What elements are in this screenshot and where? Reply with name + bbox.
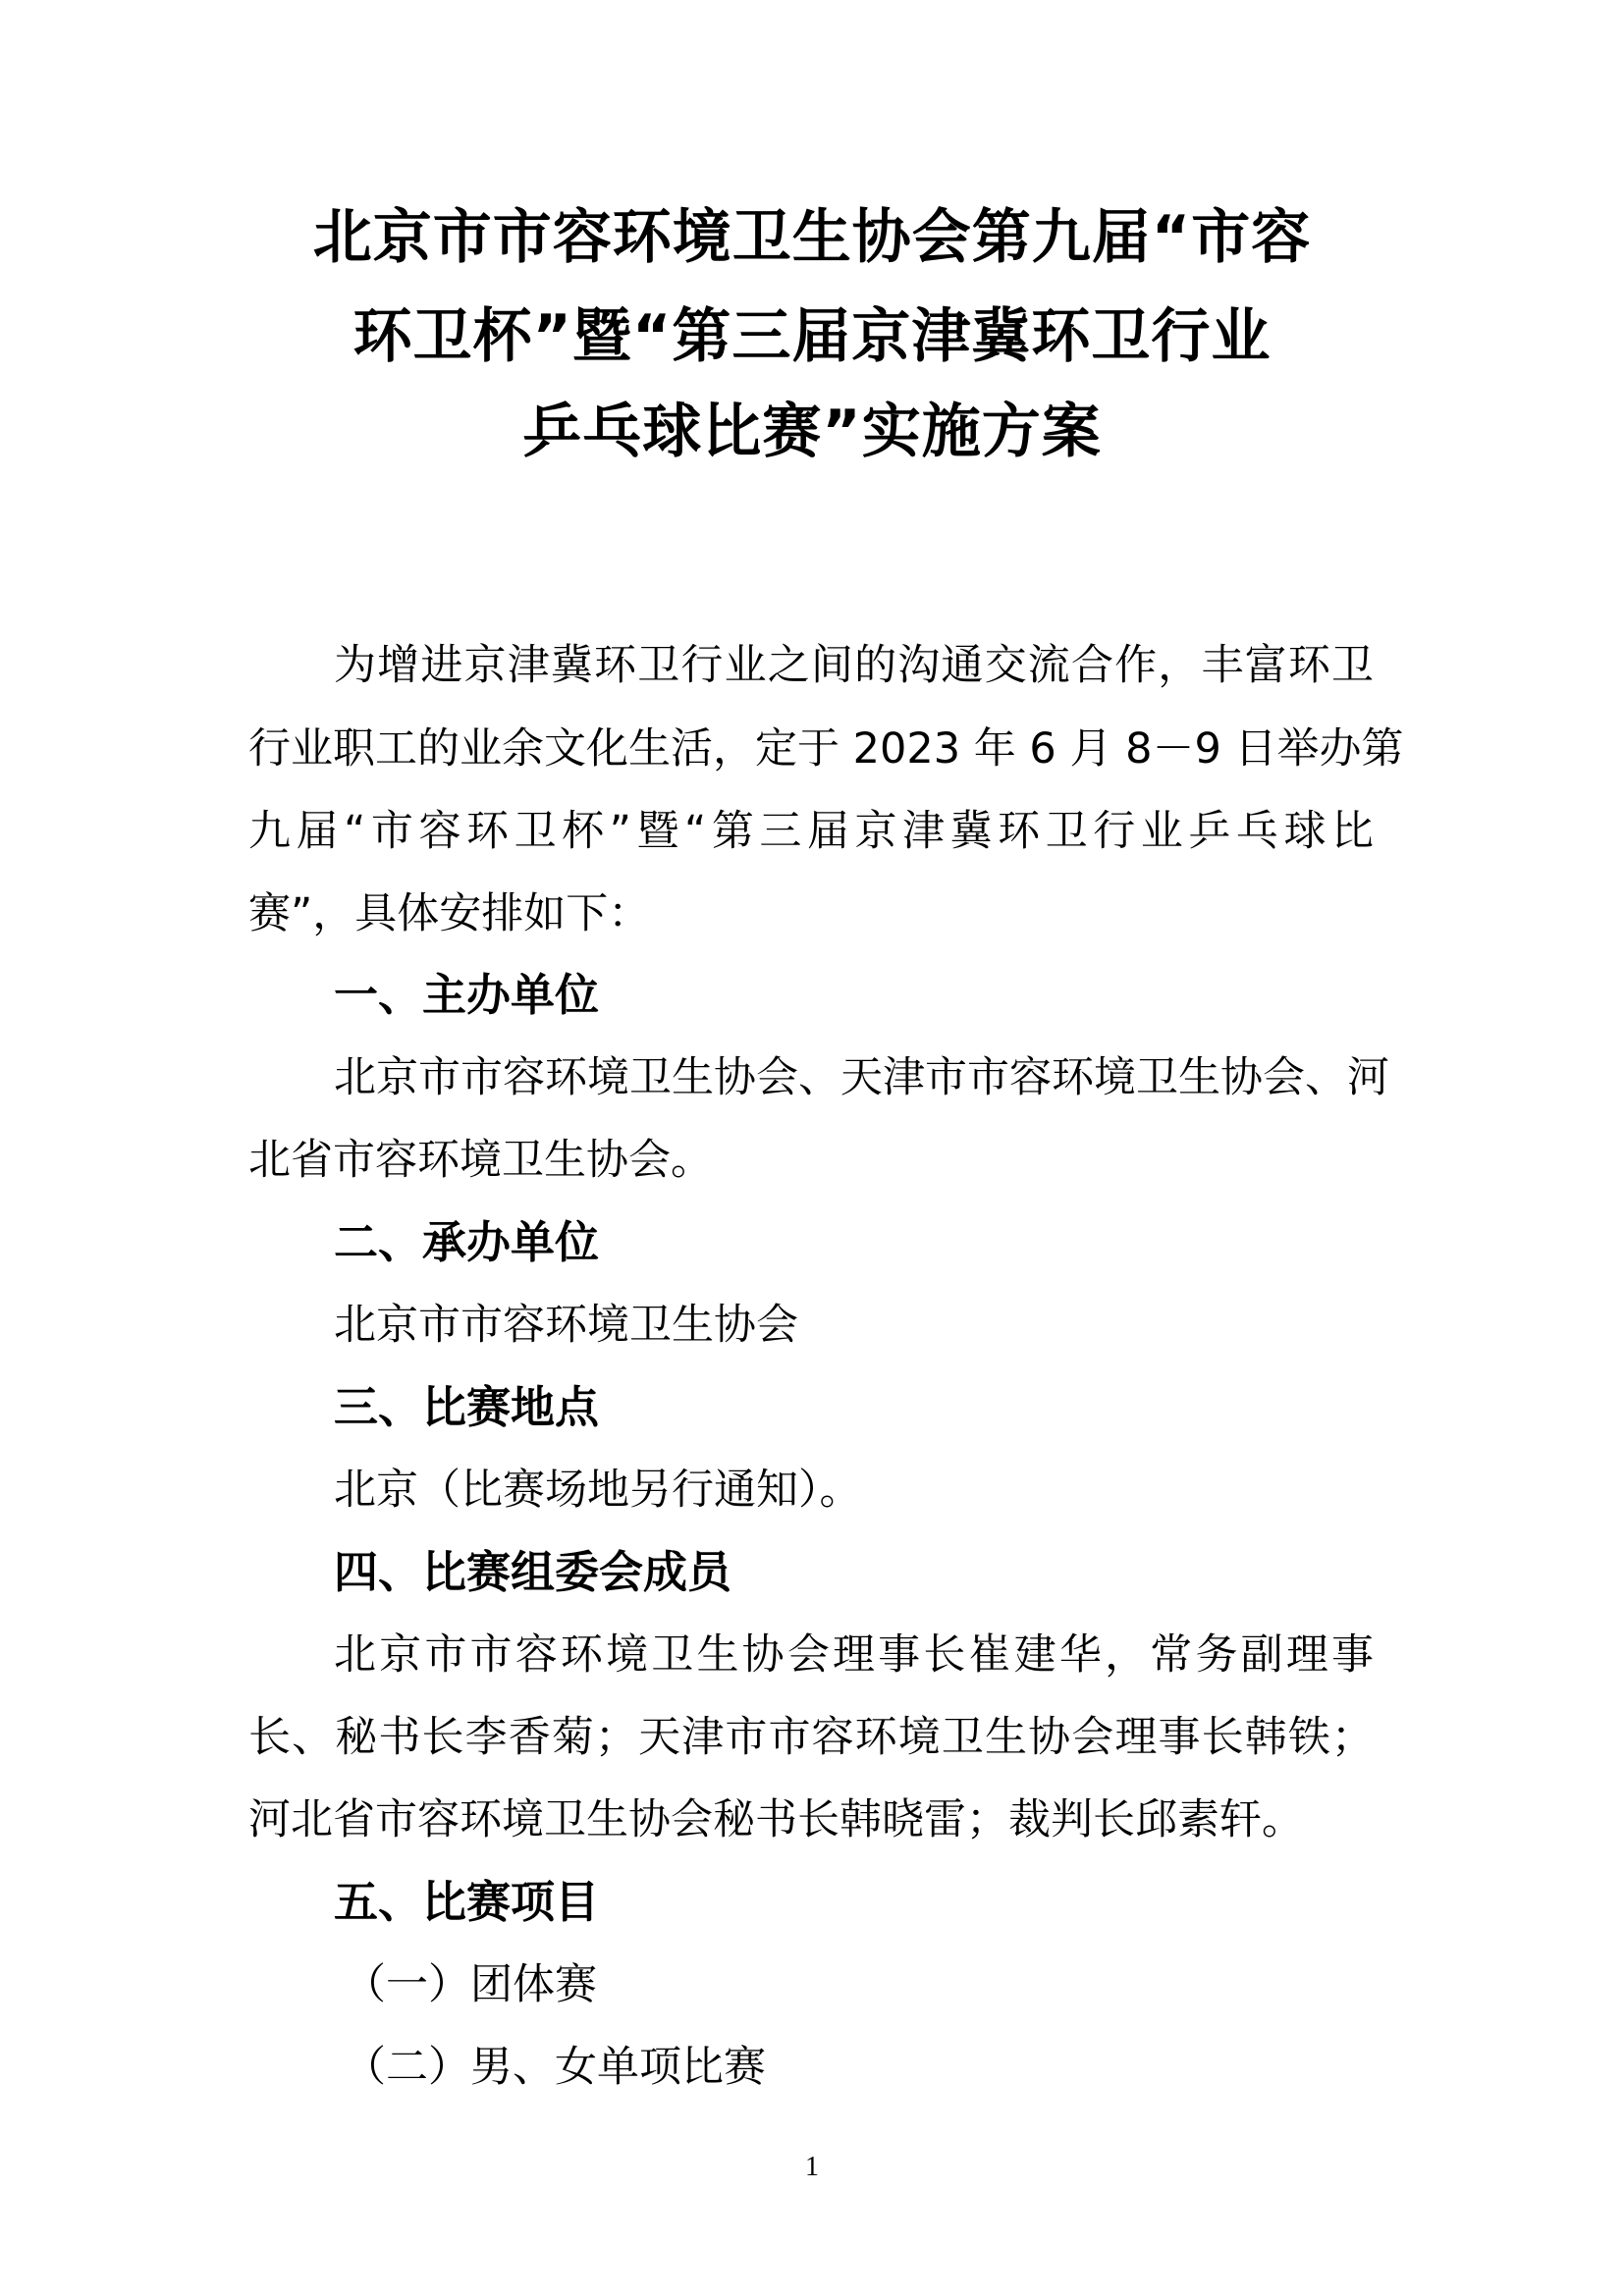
section-5-heading: 五、比赛项目 <box>334 1876 600 1928</box>
title-line-3: 乒乓球比赛”实施方案 <box>522 398 1102 466</box>
intro-text-1: 为增进京津冀环卫行业之间的沟通交流合作，丰富环卫 <box>334 641 1374 690</box>
section-4-heading: 四、比赛组委会成员 <box>334 1546 732 1598</box>
intro-line-2 <box>248 724 1404 774</box>
section-3-heading: 三、比赛地点 <box>334 1381 600 1433</box>
section-1-line-2: 北省市容环境卫生协会。 <box>248 1136 713 1185</box>
intro-line-4 <box>248 889 1374 939</box>
section-2-line-1: 北京市市容环境卫生协会 <box>334 1301 798 1350</box>
intro-text-4a: 赛”， <box>248 889 355 938</box>
section-5-item-2: （二）男、女单项比赛 <box>344 2043 766 2092</box>
section-5-item-1: （一）团体赛 <box>344 1960 597 2009</box>
intro-line-3 <box>248 807 1374 856</box>
title-line-2: 环卫杯”暨“第三届京津冀环卫行业 <box>352 302 1272 371</box>
intro-text-3: 九届“市容环卫杯”暨“第三届京津冀环卫行业乒乓球比 <box>248 807 1374 856</box>
page-number: 1 <box>805 2152 819 2182</box>
title-line-1: 北京市市容环境卫生协会第九届“市容 <box>312 203 1312 272</box>
section-3-line-1: 北京（比赛场地另行通知）。 <box>334 1466 862 1515</box>
section-2-heading: 二、承办单位 <box>334 1216 600 1268</box>
intro-text-2a: 行业职工的业余文化生活， <box>248 724 755 774</box>
section-1-text-1: 北京市市容环境卫生协会、天津市市容环境卫生协会、河 <box>334 1053 1389 1102</box>
section-1-heading: 一、主办单位 <box>334 969 600 1021</box>
intro-text-2b: 定于 2023 年 6 月 8－9 日举办第 <box>755 724 1404 774</box>
section-4-line-3: 河北省市容环境卫生协会秘书长韩晓雷；裁判长邱素轩。 <box>248 1795 1304 1844</box>
section-4-text-2: 长、秘书长李香菊；天津市市容环境卫生协会理事长韩铁； <box>248 1713 1374 1762</box>
section-4-text-1: 北京市市容环境卫生协会理事长崔建华，常务副理事 <box>334 1630 1374 1680</box>
section-4-line-1 <box>334 1630 1374 1680</box>
intro-text-4b: 具体安排如下： <box>354 889 651 938</box>
intro-line-1 <box>334 641 1374 690</box>
section-1-line-1 <box>334 1053 1389 1102</box>
section-4-line-2 <box>248 1713 1374 1762</box>
